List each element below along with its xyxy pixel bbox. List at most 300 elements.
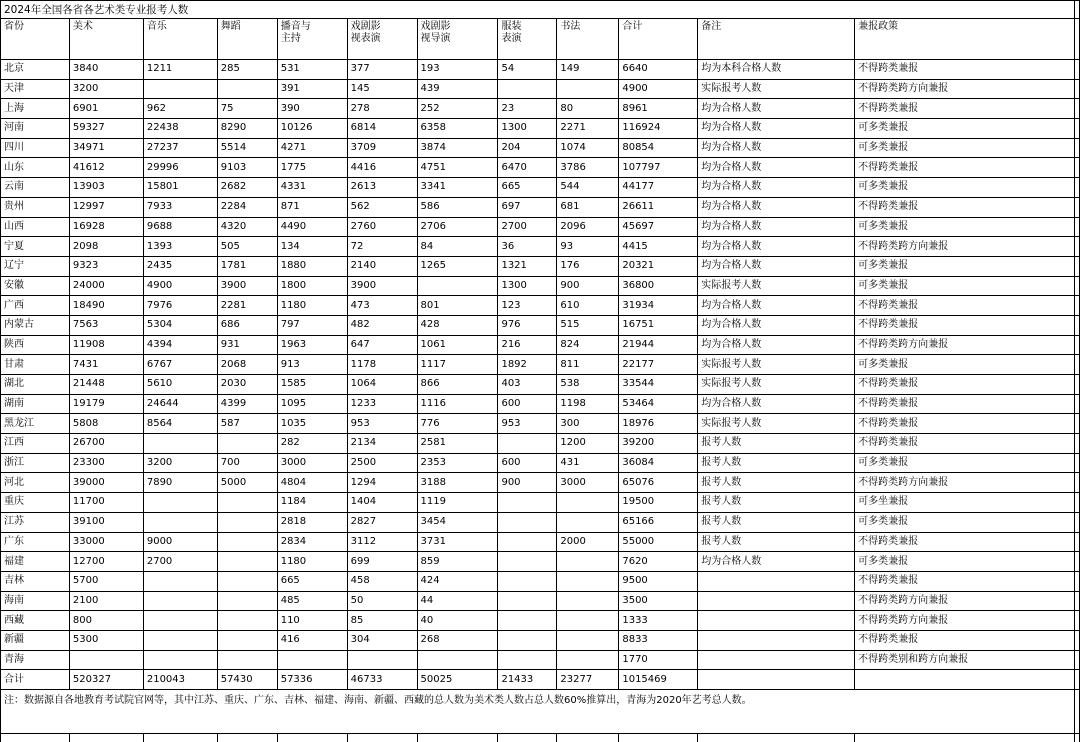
- table-cell: 均为合格人数: [698, 197, 855, 217]
- edge-cell: [1074, 611, 1079, 631]
- table-cell: 4271: [277, 138, 347, 158]
- table-cell: 36084: [619, 453, 698, 473]
- table-cell: 1074: [557, 138, 619, 158]
- table-row: [1, 571, 1080, 591]
- table-cell: 1116: [417, 394, 498, 414]
- table-cell: 2834: [277, 532, 347, 552]
- table-cell: 不得跨类兼报: [855, 99, 1075, 119]
- province-cell: 甘肃: [1, 355, 70, 375]
- table-cell: 1393: [143, 237, 217, 257]
- table-row: [1, 591, 1080, 611]
- table-cell: 2030: [217, 375, 277, 395]
- table-cell: 16928: [69, 217, 143, 237]
- column-header: 省份: [1, 19, 70, 60]
- table-cell: 2827: [347, 512, 417, 532]
- table-cell: 均为合格人数: [698, 138, 855, 158]
- table-cell: 505: [217, 237, 277, 257]
- table-cell: 3840: [69, 60, 143, 80]
- table-cell: 21944: [619, 335, 698, 355]
- table-cell: 55000: [619, 532, 698, 552]
- table-cell: 1781: [217, 256, 277, 276]
- table-cell: 953: [347, 414, 417, 434]
- table-row: [1, 138, 1080, 158]
- edge-cell: [1074, 355, 1079, 375]
- table-cell: 3709: [347, 138, 417, 158]
- table-cell: 2682: [217, 178, 277, 198]
- edge-cell: [1074, 158, 1079, 178]
- table-cell: 1184: [277, 493, 347, 513]
- province-cell: 重庆: [1, 493, 70, 513]
- table-row: [1, 60, 1080, 80]
- table-cell: [498, 79, 557, 99]
- table-cell: 665: [277, 571, 347, 591]
- table-cell: 2098: [69, 237, 143, 257]
- table-cell: 均为合格人数: [698, 552, 855, 572]
- province-cell: 青海: [1, 650, 70, 670]
- table-cell: 4331: [277, 178, 347, 198]
- table-cell: [498, 571, 557, 591]
- table-cell: 报考人数: [698, 493, 855, 513]
- table-cell: 5300: [69, 630, 143, 650]
- table-cell: 7976: [143, 296, 217, 316]
- table-cell: 8833: [619, 630, 698, 650]
- table-cell: 458: [347, 571, 417, 591]
- table-cell: [698, 650, 855, 670]
- table-cell: 27237: [143, 138, 217, 158]
- footnote: 注：数据源自各地教育考试院官网等，其中江苏、重庆、广东、吉林、福建、海南、新疆、西藏的总人数为美术类人数占总人数60%推算出，青海为2020年艺考总人数。: [1, 690, 1075, 734]
- table-cell: 282: [277, 434, 347, 454]
- table-cell: 57336: [277, 670, 347, 690]
- table-cell: 3786: [557, 158, 619, 178]
- table-cell: 53464: [619, 394, 698, 414]
- table-cell: 600: [498, 453, 557, 473]
- table-cell: 544: [557, 178, 619, 198]
- table-row: [1, 434, 1080, 454]
- table-cell: 31934: [619, 296, 698, 316]
- table-cell: 可多坐兼报: [855, 493, 1075, 513]
- table-cell: 实际报考人数: [698, 355, 855, 375]
- table-cell: 可多类兼报: [855, 178, 1075, 198]
- province-cell: 浙江: [1, 453, 70, 473]
- table-cell: 不得跨类跨方向兼报: [855, 335, 1075, 355]
- table-cell: 134: [277, 237, 347, 257]
- table-cell: 278: [347, 99, 417, 119]
- table-cell: 16751: [619, 315, 698, 335]
- table-cell: 610: [557, 296, 619, 316]
- table-cell: 11908: [69, 335, 143, 355]
- table-cell: 1119: [417, 493, 498, 513]
- note-row: [1, 690, 1080, 734]
- table-cell: 3000: [557, 473, 619, 493]
- table-cell: 9103: [217, 158, 277, 178]
- table-cell: 1061: [417, 335, 498, 355]
- table-cell: [217, 493, 277, 513]
- table-cell: [498, 611, 557, 631]
- table-cell: 均为合格人数: [698, 315, 855, 335]
- table-cell: 600: [498, 394, 557, 414]
- edge-cell: [1074, 315, 1079, 335]
- table-cell: 50: [347, 591, 417, 611]
- table-cell: 3341: [417, 178, 498, 198]
- table-cell: 均为合格人数: [698, 296, 855, 316]
- table-cell: 24644: [143, 394, 217, 414]
- table-cell: 可多类兼报: [855, 552, 1075, 572]
- table-cell: 36800: [619, 276, 698, 296]
- table-cell: 587: [217, 414, 277, 434]
- table-cell: 44: [417, 591, 498, 611]
- table-cell: 2068: [217, 355, 277, 375]
- table-cell: [217, 512, 277, 532]
- table-cell: [698, 571, 855, 591]
- table-cell: 1265: [417, 256, 498, 276]
- table-cell: 不得跨类兼报: [855, 375, 1075, 395]
- table-cell: 1892: [498, 355, 557, 375]
- column-header: 戏剧影 视导演: [417, 19, 498, 60]
- table-cell: [143, 493, 217, 513]
- table-cell: [217, 434, 277, 454]
- table-cell: [143, 630, 217, 650]
- table-cell: [143, 591, 217, 611]
- table-cell: [557, 630, 619, 650]
- table-cell: 913: [277, 355, 347, 375]
- table-cell: 39000: [69, 473, 143, 493]
- table-cell: 21448: [69, 375, 143, 395]
- table-row: [1, 453, 1080, 473]
- table-cell: 976: [498, 315, 557, 335]
- table-cell: 8961: [619, 99, 698, 119]
- table-cell: 697: [498, 197, 557, 217]
- table-cell: [557, 611, 619, 631]
- table-cell: 8290: [217, 119, 277, 139]
- table-cell: [217, 552, 277, 572]
- table-cell: 12700: [69, 552, 143, 572]
- edge-cell: [1074, 178, 1079, 198]
- table-cell: 46733: [347, 670, 417, 690]
- table-cell: 不得跨类兼报: [855, 158, 1075, 178]
- table-cell: [557, 650, 619, 670]
- table-cell: 不得跨类跨方向兼报: [855, 591, 1075, 611]
- table-cell: 85: [347, 611, 417, 631]
- table-row: [1, 611, 1080, 631]
- table-row: [1, 217, 1080, 237]
- table-cell: 2435: [143, 256, 217, 276]
- province-cell: 河北: [1, 473, 70, 493]
- table-cell: 11700: [69, 493, 143, 513]
- table-cell: 1800: [277, 276, 347, 296]
- table-cell: 6358: [417, 119, 498, 139]
- table-cell: 871: [277, 197, 347, 217]
- table-cell: 4394: [143, 335, 217, 355]
- table-cell: 15801: [143, 178, 217, 198]
- table-cell: [217, 591, 277, 611]
- table-cell: 216: [498, 335, 557, 355]
- table-cell: 2271: [557, 119, 619, 139]
- table-cell: [498, 434, 557, 454]
- table-cell: 699: [347, 552, 417, 572]
- edge-cell: [1074, 79, 1079, 99]
- table-cell: 22177: [619, 355, 698, 375]
- table-cell: 2134: [347, 434, 417, 454]
- table-row: [1, 552, 1080, 572]
- table-cell: 50025: [417, 670, 498, 690]
- table-cell: 可多类兼报: [855, 512, 1075, 532]
- table-cell: 75: [217, 99, 277, 119]
- table-title: 2024年全国各省各艺术类专业报考人数: [1, 1, 1075, 19]
- table-cell: 19500: [619, 493, 698, 513]
- table-cell: 6901: [69, 99, 143, 119]
- table-cell: 116924: [619, 119, 698, 139]
- table-row: [1, 296, 1080, 316]
- table-cell: 859: [417, 552, 498, 572]
- edge-cell: [1074, 1, 1079, 19]
- table-cell: 10126: [277, 119, 347, 139]
- edge-cell: [1074, 296, 1079, 316]
- table-cell: [855, 670, 1075, 690]
- table-cell: 700: [217, 453, 277, 473]
- table-cell: 29996: [143, 158, 217, 178]
- table-cell: 均为合格人数: [698, 99, 855, 119]
- edge-cell: [1074, 217, 1079, 237]
- table-cell: 均为合格人数: [698, 237, 855, 257]
- edge-cell: [1074, 414, 1079, 434]
- table-cell: 3731: [417, 532, 498, 552]
- header-row: [1, 19, 1080, 60]
- table-cell: 1233: [347, 394, 417, 414]
- province-cell: 福建: [1, 552, 70, 572]
- table-cell: 4900: [143, 276, 217, 296]
- table-cell: 252: [417, 99, 498, 119]
- table-cell: 1015469: [619, 670, 698, 690]
- column-header: 音乐: [143, 19, 217, 60]
- table-cell: 3874: [417, 138, 498, 158]
- table-cell: 5808: [69, 414, 143, 434]
- table-row: [1, 493, 1080, 513]
- table-cell: [347, 650, 417, 670]
- table-cell: 304: [347, 630, 417, 650]
- table-cell: 110: [277, 611, 347, 631]
- table-cell: [217, 650, 277, 670]
- table-cell: 431: [557, 453, 619, 473]
- table-cell: [143, 79, 217, 99]
- table-cell: 931: [217, 335, 277, 355]
- edge-cell: [1074, 256, 1079, 276]
- table-cell: 953: [498, 414, 557, 434]
- table-cell: 5514: [217, 138, 277, 158]
- table-cell: 可多类兼报: [855, 453, 1075, 473]
- table-row: [1, 532, 1080, 552]
- table-cell: [217, 532, 277, 552]
- edge-cell: [1074, 552, 1079, 572]
- table-cell: 均为合格人数: [698, 394, 855, 414]
- table-cell: 482: [347, 315, 417, 335]
- table-cell: 不得跨类跨方向兼报: [855, 473, 1075, 493]
- table-cell: 377: [347, 60, 417, 80]
- table-cell: 515: [557, 315, 619, 335]
- table-cell: [698, 591, 855, 611]
- table-cell: 193: [417, 60, 498, 80]
- table-cell: 485: [277, 591, 347, 611]
- table-cell: 800: [69, 611, 143, 631]
- province-cell: 江西: [1, 434, 70, 454]
- table-cell: [498, 512, 557, 532]
- table-cell: 可多类兼报: [855, 355, 1075, 375]
- table-cell: 1178: [347, 355, 417, 375]
- table-row: [1, 158, 1080, 178]
- province-cell: 吉林: [1, 571, 70, 591]
- table-cell: [498, 630, 557, 650]
- table-cell: 4399: [217, 394, 277, 414]
- table-cell: 不得跨类兼报: [855, 60, 1075, 80]
- table-cell: 均为合格人数: [698, 119, 855, 139]
- table-cell: 562: [347, 197, 417, 217]
- table-row: [1, 237, 1080, 257]
- table-cell: 不得跨类兼报: [855, 296, 1075, 316]
- table-cell: 7890: [143, 473, 217, 493]
- edge-cell: [1074, 99, 1079, 119]
- table-cell: 可多类兼报: [855, 276, 1075, 296]
- table-cell: 1180: [277, 296, 347, 316]
- province-cell: 上海: [1, 99, 70, 119]
- table-cell: 204: [498, 138, 557, 158]
- table-cell: 93: [557, 237, 619, 257]
- table-cell: 9000: [143, 532, 217, 552]
- table-cell: [557, 591, 619, 611]
- edge-cell: [1074, 138, 1079, 158]
- edge-cell: [1074, 237, 1079, 257]
- table-cell: 13903: [69, 178, 143, 198]
- table-cell: [143, 611, 217, 631]
- table-cell: [417, 650, 498, 670]
- table-cell: 1775: [277, 158, 347, 178]
- table-cell: 41612: [69, 158, 143, 178]
- column-header: 舞蹈: [217, 19, 277, 60]
- column-header: 戏剧影 视表演: [347, 19, 417, 60]
- province-cell: 江苏: [1, 512, 70, 532]
- table-cell: 26700: [69, 434, 143, 454]
- table-cell: 实际报考人数: [698, 79, 855, 99]
- table-row: [1, 473, 1080, 493]
- table-cell: 2760: [347, 217, 417, 237]
- table-cell: 1321: [498, 256, 557, 276]
- table-cell: 439: [417, 79, 498, 99]
- table-cell: 681: [557, 197, 619, 217]
- edge-cell: [1074, 197, 1079, 217]
- table-cell: 3454: [417, 512, 498, 532]
- table-cell: [698, 611, 855, 631]
- table-row: [1, 256, 1080, 276]
- province-cell: 山西: [1, 217, 70, 237]
- table-cell: 8564: [143, 414, 217, 434]
- table-cell: 2281: [217, 296, 277, 316]
- edge-cell: [1074, 532, 1079, 552]
- table-row: [1, 119, 1080, 139]
- table-cell: 不得跨类兼报: [855, 434, 1075, 454]
- table-cell: 均为合格人数: [698, 256, 855, 276]
- table-cell: 797: [277, 315, 347, 335]
- table-cell: 538: [557, 375, 619, 395]
- edge-cell: [1074, 276, 1079, 296]
- table-cell: 均为合格人数: [698, 178, 855, 198]
- table-cell: 811: [557, 355, 619, 375]
- table-cell: 900: [557, 276, 619, 296]
- edge-cell: [1074, 591, 1079, 611]
- table-cell: 33544: [619, 375, 698, 395]
- table-cell: 9500: [619, 571, 698, 591]
- table-cell: 866: [417, 375, 498, 395]
- table-cell: [277, 650, 347, 670]
- table-cell: 57430: [217, 670, 277, 690]
- table-row: [1, 99, 1080, 119]
- table-cell: 实际报考人数: [698, 276, 855, 296]
- province-cell: 宁夏: [1, 237, 70, 257]
- column-header: 服装 表演: [498, 19, 557, 60]
- table-row: [1, 394, 1080, 414]
- table-cell: 3188: [417, 473, 498, 493]
- table-cell: 428: [417, 315, 498, 335]
- table-cell: 6640: [619, 60, 698, 80]
- table-cell: 586: [417, 197, 498, 217]
- table-cell: 3900: [347, 276, 417, 296]
- total-row: [1, 670, 1080, 690]
- table-cell: 80854: [619, 138, 698, 158]
- edge-cell: [1074, 473, 1079, 493]
- table-cell: 5304: [143, 315, 217, 335]
- table-cell: 686: [217, 315, 277, 335]
- table-cell: [143, 650, 217, 670]
- province-cell: 黑龙江: [1, 414, 70, 434]
- edge-cell: [1074, 690, 1079, 734]
- table-row: [1, 178, 1080, 198]
- table-cell: 7431: [69, 355, 143, 375]
- province-cell: 广东: [1, 532, 70, 552]
- table-cell: 4804: [277, 473, 347, 493]
- edge-cell: [1074, 375, 1079, 395]
- table-row: [1, 650, 1080, 670]
- table-cell: 285: [217, 60, 277, 80]
- table-cell: 1180: [277, 552, 347, 572]
- table-cell: [217, 630, 277, 650]
- province-cell: 四川: [1, 138, 70, 158]
- province-cell: 西藏: [1, 611, 70, 631]
- table-cell: 均为本科合格人数: [698, 60, 855, 80]
- province-cell: 山东: [1, 158, 70, 178]
- edge-cell: [1074, 434, 1079, 454]
- table-cell: [498, 552, 557, 572]
- table-cell: 23: [498, 99, 557, 119]
- table-cell: 2700: [498, 217, 557, 237]
- table-cell: 报考人数: [698, 532, 855, 552]
- table-cell: 1963: [277, 335, 347, 355]
- table-cell: 45697: [619, 217, 698, 237]
- table-cell: 7563: [69, 315, 143, 335]
- table-cell: 40: [417, 611, 498, 631]
- table-cell: 18490: [69, 296, 143, 316]
- table-cell: 5700: [69, 571, 143, 591]
- table-cell: 34971: [69, 138, 143, 158]
- table-cell: 12997: [69, 197, 143, 217]
- column-header: 兼报政策: [855, 19, 1075, 60]
- table-cell: 3112: [347, 532, 417, 552]
- edge-cell: [1074, 119, 1079, 139]
- table-cell: 36: [498, 237, 557, 257]
- province-cell: 河南: [1, 119, 70, 139]
- table-cell: 3200: [143, 453, 217, 473]
- table-row: [1, 355, 1080, 375]
- table-cell: 4415: [619, 237, 698, 257]
- table-cell: 实际报考人数: [698, 375, 855, 395]
- table-cell: 不得跨类兼报: [855, 394, 1075, 414]
- table-cell: 2706: [417, 217, 498, 237]
